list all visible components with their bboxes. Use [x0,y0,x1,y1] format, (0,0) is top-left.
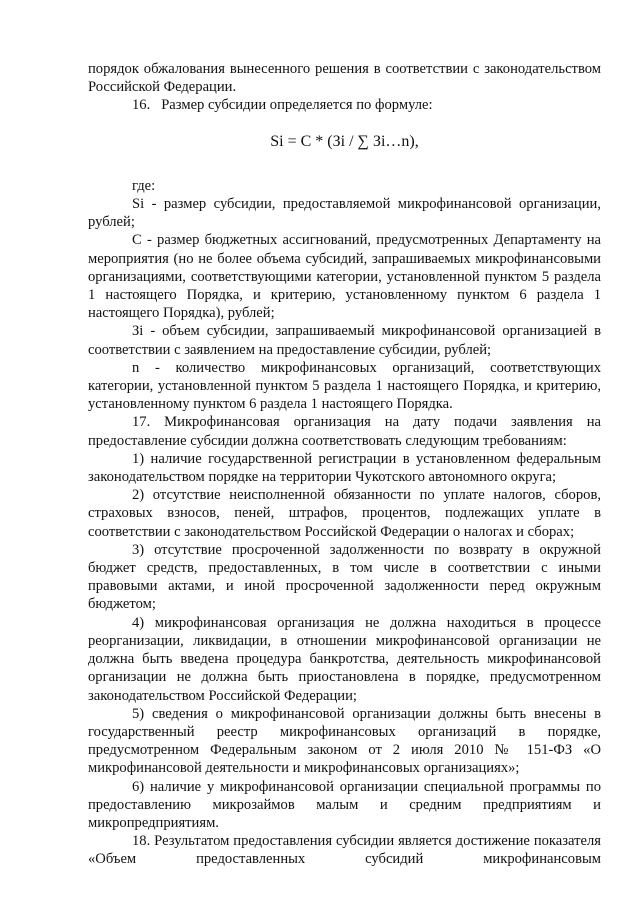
requirement-2: 2) отсутствие неисполненной обязанности по уплате налогов, сборов, страховых взносов, пеней, штрафов, процентов, подлежащих уплате в соответствии с законодательством Российской Федерации о налогах и сборах; [88,487,601,540]
subsidy-formula: Si = C * (Зi / ∑ Зi…n), [270,132,419,150]
definition-si: Si - размер субсидии, предоставляемой микрофинансовой организации, рублей; [88,196,601,231]
requirement-4: 4) микрофинансовая организация не должна находиться в процессе реорганизации, ликвидации, в отношении микрофинансовой организации не должна быть введена процедура банкротства, деятельность микрофинансовой организации не должна быть приостановлена в порядке, предусмотренном законодательством Российской Федерации; [88,614,601,704]
paragraph-17: 17. Микрофинансовая организация на дату подачи заявления на предоставление субсидии должна соответствовать следующим требованиям: [88,414,601,449]
requirement-1: 1) наличие государственной регистрации в установленном федеральным законодательством порядке на территории Чукотского автономного округа; [88,450,601,486]
requirement-3: 3) отсутствие просроченной задолженности по возврату в окружной бюджет средств, предоставленных, в том числе в соответствии с иными правовыми актами, и иной просроченной задолженности перед окружным бюджетом; [88,541,601,613]
definition-n: n - количество микрофинансовых организаций, соответствующих категории, установленной пунктом 5 раздела 1 настоящего Порядка, и критерию, установленному пунктом 6 раздела 1 настоящего Порядка. [88,359,601,413]
document-page [88,60,601,869]
requirement-5: 5) сведения о микрофинансовой организации должны быть внесены в государственный реестр микрофинансовых организаций в порядке, предусмотренном Федеральным законом от 2 июля 2010 № 151-ФЗ «О микрофинансовой деятельности и микрофинансовых организациях»; [88,705,601,777]
paragraph-appeal-procedure: порядок обжалования вынесенного решения в соответствии с законодательством Российской Федерации. [88,61,601,96]
paragraph-16: 16. Размер субсидии определяется по формуле: [132,97,433,114]
definition-c: С - размер бюджетных ассигнований, предусмотренных Департаменту на мероприятия (но не более объема субсидий, запрашиваемых микрофинансовыми организациями, соответствующими категории, установленной пунктом 5 раздела 1 настоящего Порядка, и критерию, установленному пунктом 6 раздела 1 настоящего Порядка), рублей; [88,232,601,322]
requirement-6: 6) наличие у микрофинансовой организации специальной программы по предоставлению микрозаймов малым и средним предприятиям и микропредприятиям. [88,778,601,831]
paragraph-18: 18. Результатом предоставления субсидии является достижение показателя «Объем предоставленных субсидий микрофинансовым [88,833,601,868]
definition-zi: Зi - объем субсидии, запрашиваемый микрофинансовой организацией в соответствии с заявлением на предоставление субсидии, рублей; [88,323,601,358]
paragraph-where: где: [132,177,156,194]
